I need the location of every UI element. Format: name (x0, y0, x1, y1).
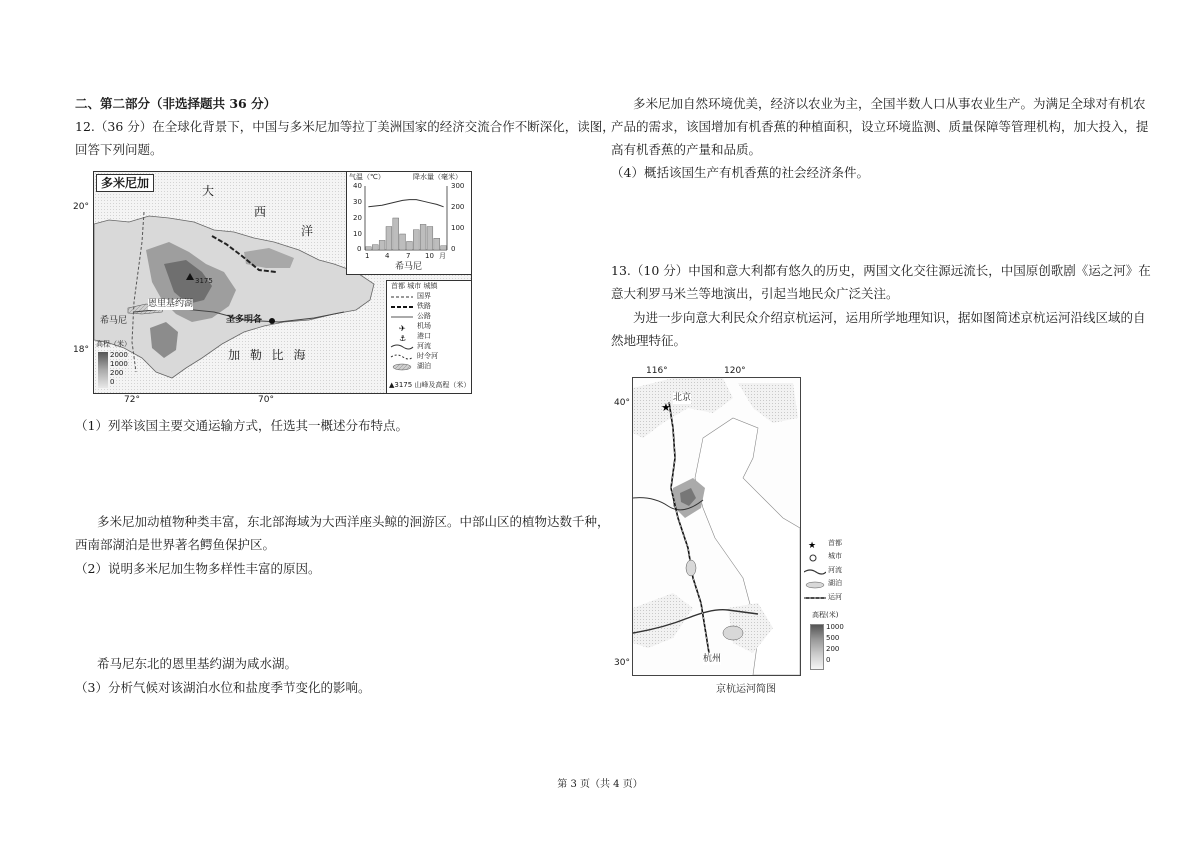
precip-bar (386, 227, 392, 250)
map2-elev-bar (810, 624, 824, 670)
map2-lat-30: 30° (614, 658, 630, 668)
sea-north-3: 洋 (301, 224, 314, 238)
precip-bar (400, 234, 406, 250)
tick-l0: 0 (357, 245, 362, 253)
q12-sub3: （3）分析气候对该湖泊水位和盐度季节变化的影响。 (75, 680, 371, 695)
map2-elev-200: 200 (826, 645, 840, 653)
map2-legend-river: 河流 (828, 566, 842, 574)
map2-elev-0: 0 (826, 656, 831, 664)
map2-legend-capital: 首都 (828, 539, 842, 547)
q12-sub2: （2）说明多米尼加生物多样性丰富的原因。 (75, 561, 321, 576)
legend-peak: ▲3175 山峰及高程（米） (389, 381, 471, 389)
legend-railway: 铁路 (417, 302, 431, 310)
tick-l20: 20 (353, 214, 362, 222)
precip-bar (407, 241, 413, 250)
month-4: 4 (385, 252, 390, 260)
tick-l30: 30 (353, 198, 362, 206)
map2-lat-40: 40° (614, 398, 630, 408)
map1-lat-18: 18° (73, 345, 89, 355)
precip-bar (441, 246, 447, 250)
precip-bar (372, 245, 378, 250)
svg-text:⚓: ⚓ (399, 334, 407, 343)
q13-task-line2: 然地理特征。 (611, 333, 687, 348)
elev-legend-title: 高程（米） (96, 340, 131, 348)
map1-lat-20: 20° (73, 202, 89, 212)
map2-elev-1000: 1000 (826, 623, 844, 631)
lake-enriquillo-label: 恩里基约湖 (148, 299, 194, 309)
month-10: 10 (425, 252, 434, 260)
map2-lon-116: 116° (646, 366, 668, 376)
legend-road: 公路 (417, 312, 431, 320)
legend-seasonal-river: 时令河 (417, 352, 438, 360)
tick-r300: 300 (451, 182, 465, 190)
map1-title: 多米尼加 (96, 174, 154, 192)
climate-temp-label: 气温（℃） (349, 173, 385, 181)
tick-r200: 200 (451, 203, 465, 211)
q12-para3: 希马尼东北的恩里基约湖为咸水湖。 (97, 656, 298, 671)
q12-para2-line1: 多米尼加动植物种类丰富，东北部海域为大西洋座头鲸的洄游区。中部山区的植物达数千种， (97, 514, 610, 529)
precip-bar (434, 238, 440, 250)
climate-precip-label: 降水量（毫米） (413, 173, 462, 181)
legend-port: 港口 (417, 332, 431, 340)
page-footer: 第 3 页（共 4 页） (557, 779, 643, 790)
tick-r0: 0 (451, 245, 456, 253)
legend-airport: 机场 (417, 322, 431, 330)
elev-legend-bar (98, 352, 108, 388)
svg-text:★: ★ (808, 541, 817, 551)
legend-river: 河流 (417, 342, 431, 350)
climate-station: 希马尼 (395, 262, 423, 272)
tick-l10: 10 (353, 230, 362, 238)
map1-lon-72: 72° (124, 395, 140, 405)
city-beijing: 北京 (673, 393, 692, 403)
month-7: 7 (406, 252, 411, 260)
climate-precip-bars (366, 218, 447, 250)
map2-elev-title: 高程(米) (812, 611, 839, 619)
peak-elevation: 3175 (195, 277, 213, 285)
map2-lon-120: 120° (724, 366, 746, 376)
svg-text:✈: ✈ (399, 324, 406, 333)
map2-legend-symbols (804, 538, 826, 618)
q13-task-line1: 为进一步向意大利民众介绍京杭运河，运用所学地理知识，据如图简述京杭运河沿线区域的自 (633, 310, 1146, 325)
sea-north-1: 大 (202, 184, 215, 198)
elev-0: 0 (110, 378, 115, 386)
month-unit: 月 (439, 252, 446, 260)
precip-bar (366, 247, 372, 250)
legend-lake: 湖泊 (417, 362, 431, 370)
q12-sub4: （4）概括该国生产有机香蕉的社会经济条件。 (611, 165, 869, 180)
map2-legend-lake: 湖泊 (828, 579, 842, 587)
grand-canal-map (632, 377, 801, 676)
elev-2000: 2000 (110, 351, 128, 359)
climate-chart (346, 172, 471, 275)
map2-legend-canal: 运河 (828, 593, 842, 601)
map2-elev-500: 500 (826, 634, 840, 642)
elev-200: 200 (110, 369, 124, 377)
q12-intro-line2: 回答下列问题。 (75, 142, 163, 157)
tick-r100: 100 (451, 224, 465, 232)
elev-1000: 1000 (110, 360, 128, 368)
month-1: 1 (365, 252, 370, 260)
q13-intro-line1: 13.（10 分）中国和意大利都有悠久的历史，两国文化交往源远流长，中国原创歌剧《运之河》在 (611, 263, 1151, 278)
precip-bar (413, 230, 419, 250)
map2-caption: 京杭运河简图 (716, 684, 776, 695)
precip-bar (379, 240, 385, 250)
q12-para4-line3: 高有机香蕉的产量和品质。 (611, 142, 762, 157)
map1-lon-70: 70° (258, 395, 274, 405)
grand-canal-map-graphic (633, 378, 800, 675)
precip-bar (420, 224, 426, 250)
tick-l40: 40 (353, 182, 362, 190)
dominican-map (93, 171, 472, 394)
map1-legend (386, 280, 471, 393)
precip-bar (393, 218, 399, 250)
map2-legend-city: 城市 (828, 552, 842, 560)
city-hangzhou: 杭州 (703, 654, 722, 664)
legend-symbols (389, 291, 417, 391)
section-heading: 二、第二部分（非选择题共 36 分） (75, 96, 277, 111)
map2-legend (804, 538, 864, 678)
sea-south: 加 勒 比 海 (228, 348, 309, 362)
q12-para4-line1: 多米尼加自然环境优美，经济以农业为主，全国半数人口从事农业生产。为满足全球对有机农 (633, 96, 1146, 111)
city-jimani: 希马尼 (100, 316, 128, 326)
q13-intro-line2: 意大利罗马米兰等地演出，引起当地民众广泛关注。 (611, 286, 899, 301)
q12-intro-line1: 12.（36 分）在全球化背景下，中国与多米尼加等拉丁美洲国家的经济交流合作不断深化，读图， (75, 119, 615, 134)
climate-temp-line (368, 200, 443, 207)
q12-para2-line2: 西南部湖泊是世界著名鳄鱼保护区。 (75, 537, 276, 552)
precip-bar (427, 227, 433, 250)
legend-capital-city-town: 首都 城市 城镇 (391, 282, 438, 290)
capital-santo-domingo: 圣多明各 (226, 315, 263, 325)
q12-para4-line2: 产品的需求，该国增加有机香蕉的种植面积，设立环境监测、质量保障等管理机构，加大投入，提 (611, 119, 1149, 134)
legend-border: 国界 (417, 292, 431, 300)
q12-sub1: （1）列举该国主要交通运输方式，任选其一概述分布特点。 (75, 418, 408, 433)
svg-text:★: ★ (661, 401, 671, 414)
sea-north-2: 西 (254, 205, 267, 219)
